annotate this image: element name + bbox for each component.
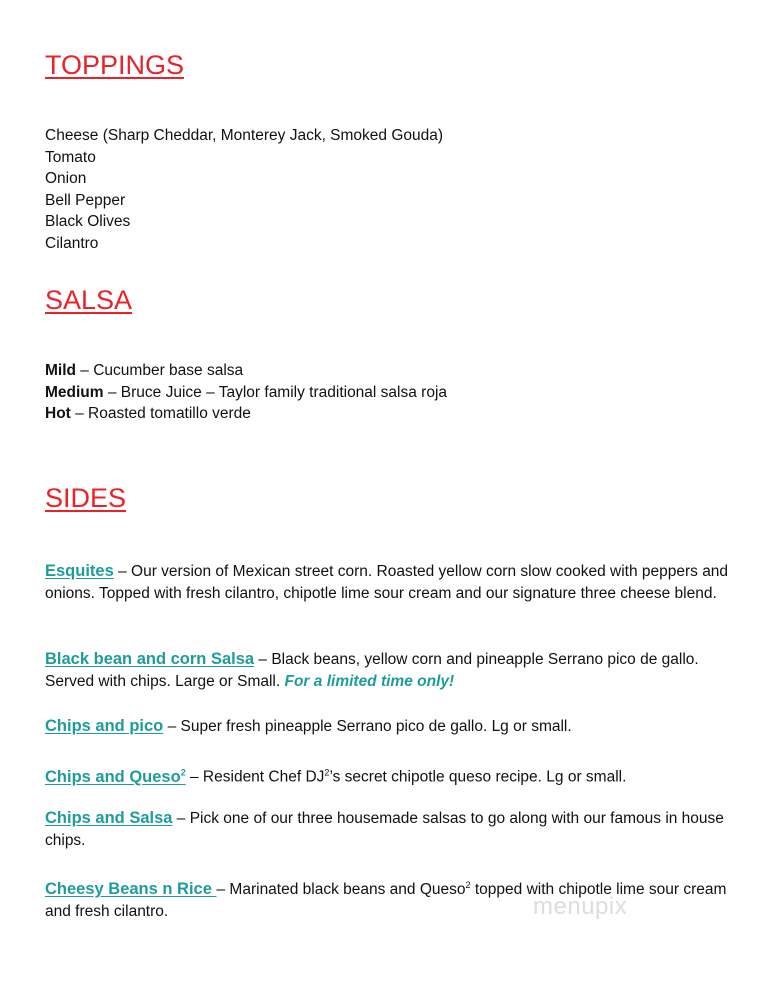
salsa-item [45, 382, 447, 404]
topping-item: Tomato [45, 148, 96, 166]
side-item [45, 648, 735, 693]
salsa-name: Medium [45, 383, 104, 401]
toppings-list [45, 125, 443, 254]
side-desc: ’s secret chipotle queso recipe. Lg or small. [329, 768, 627, 786]
watermark-logo: menupix [533, 893, 628, 920]
topping-item: Cilantro [45, 234, 99, 252]
salsa-item [45, 403, 447, 425]
side-desc: – Super fresh pineapple Serrano pico de gallo. Lg or small. [163, 718, 572, 735]
side-name: Chips and Salsa [45, 809, 173, 827]
salsa-desc: – Roasted tomatillo verde [70, 405, 251, 422]
topping-item: Cheese (Sharp Cheddar, Monterey Jack, Smoked Gouda) [45, 127, 444, 144]
side-name: Black bean and corn Salsa [45, 650, 255, 668]
side-name-text: Chips and Queso [45, 767, 181, 786]
side-item [45, 807, 735, 852]
side-name: Chips and pico [45, 717, 164, 735]
salsa-heading: SALSA [45, 285, 133, 315]
salsa-item [45, 360, 447, 382]
side-desc: – Pick one of our three housemade salsas to go along with our famous in house chips. [45, 810, 724, 849]
side-item [45, 715, 735, 738]
topping-item: Bell Pepper [45, 191, 126, 209]
side-desc: – Our version of Mexican street corn. Roasted yellow corn slow cooked with peppers and onions. Topped with fresh cilantro, chipotle lime sour cream and our signature three cheese blend. [45, 563, 729, 602]
side-item [45, 761, 735, 789]
salsa-list [45, 360, 447, 425]
side-item [45, 874, 735, 923]
topping-item: Black Olives [45, 213, 131, 230]
salsa-name: Mild [45, 362, 76, 379]
side-desc: – Resident Chef DJ [185, 768, 325, 786]
limited-time-note: For a limited time only! [284, 673, 455, 690]
side-name: Cheesy Beans n Rice [45, 880, 217, 899]
side-desc: – Black beans, yellow corn and pineapple Serrano pico de gallo. Served with chips. Large or Small. [45, 651, 699, 690]
toppings-heading: TOPPINGS [45, 50, 185, 80]
side-name [45, 768, 186, 786]
side-name: Esquites [45, 562, 114, 580]
topping-item: Onion [45, 170, 87, 187]
salsa-desc: – Bruce Juice – Taylor family traditional salsa roja [103, 383, 448, 401]
side-desc: topped with chipotle lime sour cream and fresh cilantro. [45, 881, 727, 921]
side-desc: – Marinated black beans and Queso [216, 881, 466, 899]
sides-heading: SIDES [45, 483, 127, 513]
side-item [45, 560, 735, 605]
superscript: 2 [180, 767, 186, 777]
salsa-desc: – Cucumber base salsa [76, 362, 244, 379]
superscript: 2 [465, 880, 471, 890]
salsa-name: Hot [45, 405, 71, 422]
superscript: 2 [324, 767, 330, 778]
